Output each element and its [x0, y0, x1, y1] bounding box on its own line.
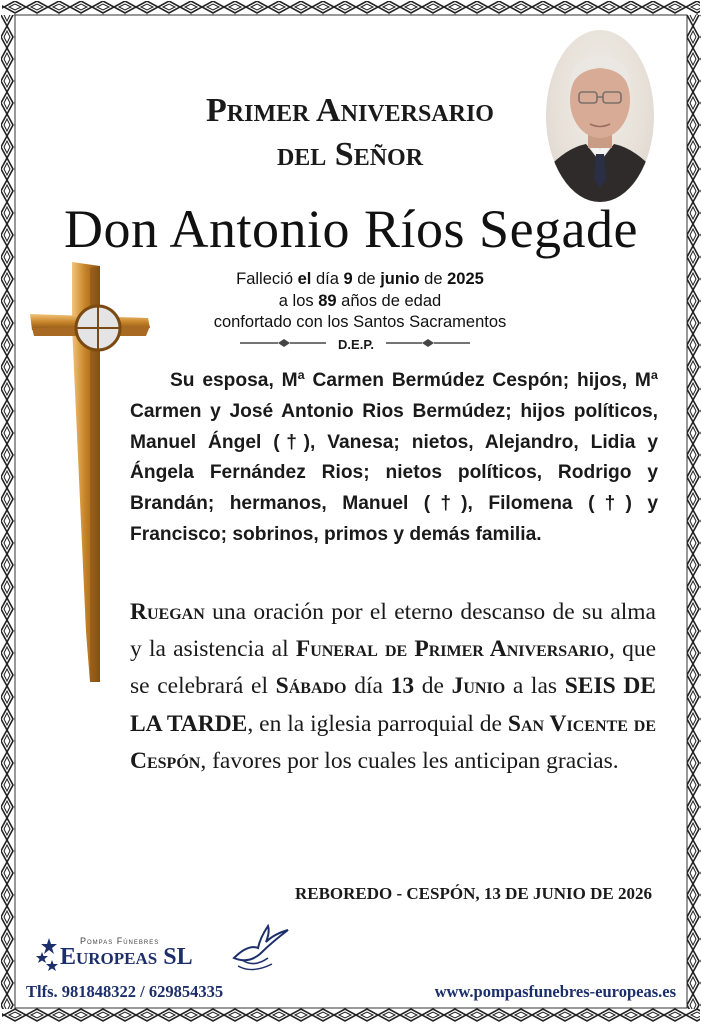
dep-text: D.E.P. — [338, 337, 374, 352]
prayer-paragraph: Ruegan una oración por el eterno descanso de su alma y la asistencia al Funeral de Primer Aniversario, que se celebrará el Sábado día 13 de Junio a las SEIS DE LA TARDE, en la iglesia parroquial de San Vicente de Cespón, favores por los cuales les anticipan gracias. — [130, 599, 656, 774]
portrait-photo — [546, 30, 654, 202]
phone-numbers: Tlfs. 981848322 / 629854335 — [26, 982, 224, 1001]
header-line-1: Primer Aniversario — [206, 92, 494, 129]
deceased-name: Don Antonio Ríos Segade — [64, 199, 638, 259]
place-date: REBOREDO - CESPÓN, 13 DE JUNIO DE 2026 — [294, 884, 652, 903]
logo-company-name: Europeas SL — [60, 944, 193, 970]
website-link[interactable]: www.pompasfunebres-europeas.es — [434, 982, 676, 1001]
dove-icon — [228, 924, 292, 976]
dep-divider — [240, 335, 470, 355]
family-list: Su esposa, Mª Carmen Bermúdez Cespón; hijos, Mª Carmen y José Antonio Rios Bermúdez; hijos políticos, Manuel Ángel (†), Vanesa; nietos, Alejandro, Lidia y Ángela Fernández Rios; nietos políticos, Rodrigo y Brandán; hermanos, Manuel (†), Filomena (†) y Francisco; sobrinos, primos y demás familia. — [130, 370, 658, 545]
logo-subtitle: Pompas Fúnebres — [80, 936, 160, 946]
death-date-line: Falleció el día 9 de junio de 2025 — [236, 270, 484, 288]
sacraments-line: confortado con los Santos Sacramentos — [213, 313, 507, 331]
age-line: a los 89 años de edad — [278, 292, 442, 310]
header-line-2: del Señor — [276, 136, 424, 173]
